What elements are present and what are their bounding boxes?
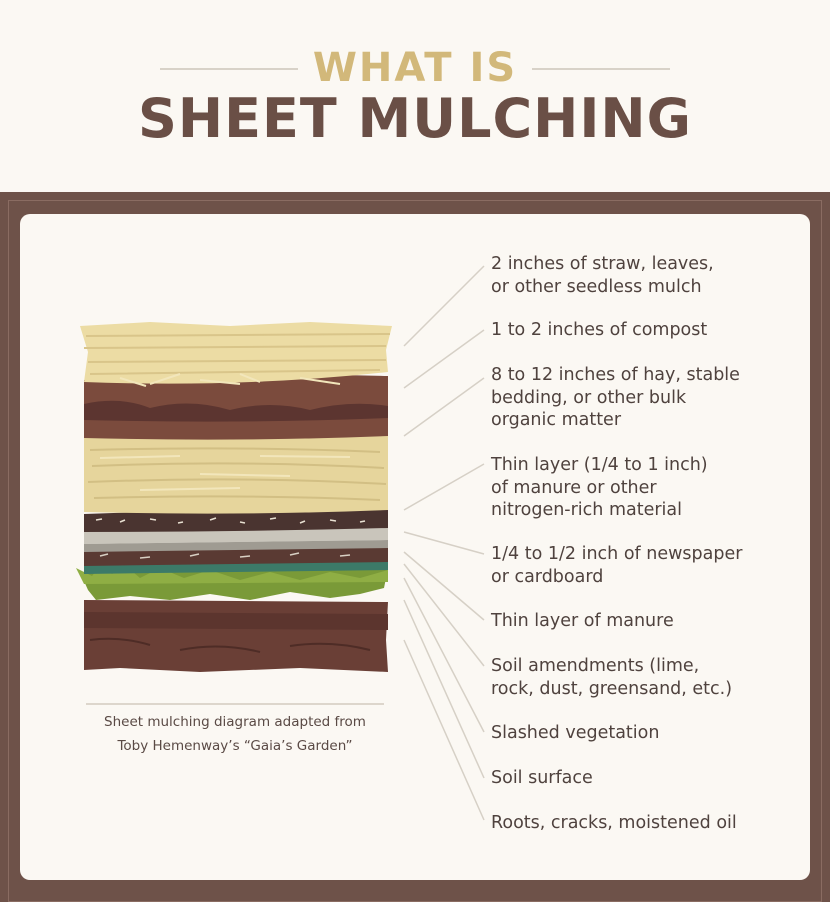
caption-rule	[86, 703, 384, 705]
label-soil-surface: Soil surface	[491, 768, 593, 788]
label-thin-manure: Thin layer of manure	[491, 611, 674, 631]
caption-line-2: Toby Hemenway’s “Gaia’s Garden”	[117, 738, 353, 754]
hay-layer	[84, 431, 388, 514]
label-soil-amendments: Soil amendments (lime, rock, dust, greensand, etc.)	[491, 656, 733, 699]
soil-base-layer	[84, 600, 388, 672]
label-roots: Roots, cracks, moistened oil	[491, 813, 737, 833]
newspaper-layer	[84, 528, 388, 566]
page-title: SHEET MULCHING	[138, 87, 692, 150]
label-slashed-vegetation: Slashed vegetation	[491, 723, 660, 743]
label-straw-mulch: 2 inches of straw, leaves, or other seedless mulch	[491, 254, 714, 297]
leader-lines	[404, 266, 484, 820]
sup-title: WHAT IS	[312, 45, 518, 91]
caption-line-1: Sheet mulching diagram adapted from	[104, 714, 366, 730]
label-hay: 8 to 12 inches of hay, stable bedding, or other bulk organic matter	[491, 365, 740, 430]
label-nitrogen-manure: Thin layer (1/4 to 1 inch) of manure or other nitrogen-rich material	[491, 455, 708, 520]
label-newspaper: 1/4 to 1/2 inch of newspaper or cardboard	[491, 544, 743, 587]
diagram-caption	[70, 710, 400, 758]
label-compost: 1 to 2 inches of compost	[491, 320, 708, 340]
